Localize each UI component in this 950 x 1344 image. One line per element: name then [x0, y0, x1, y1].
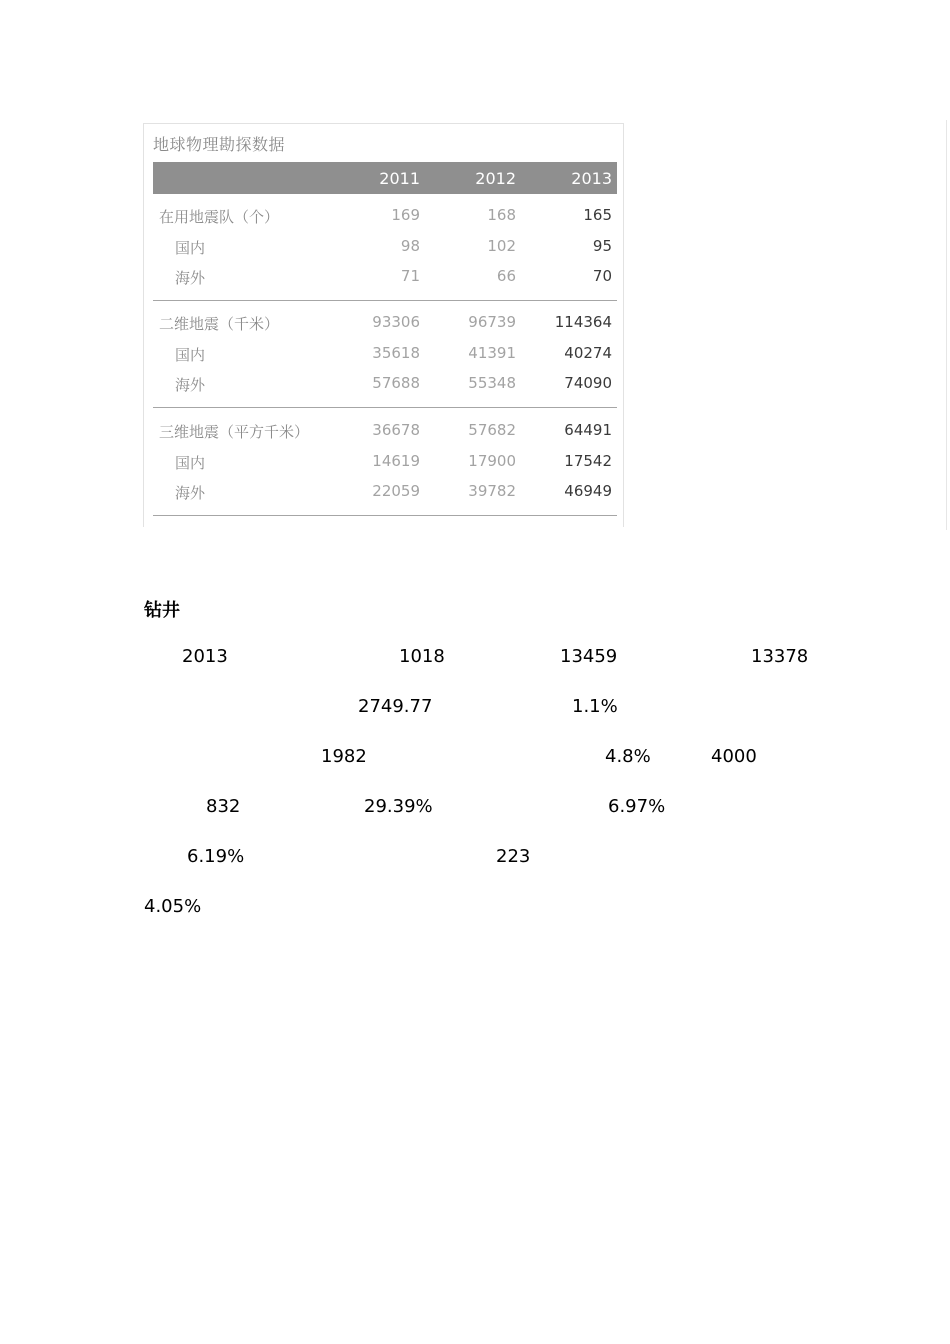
table-row — [153, 421, 617, 445]
cell-2013: 40274 — [564, 344, 612, 362]
table-group-2d-seismic — [153, 313, 617, 408]
drilling-number: 29.39% — [364, 796, 433, 817]
column-header-2011: 2011 — [379, 169, 420, 188]
table-row — [153, 482, 617, 506]
geophysical-data-table — [143, 123, 624, 527]
row-label: 三维地震（平方千米） — [159, 423, 310, 441]
row-label: 海外 — [175, 376, 206, 394]
drilling-number: 4.05% — [144, 896, 202, 917]
drilling-number: 832 — [206, 796, 241, 817]
cell-2012: 55348 — [468, 374, 516, 392]
table-row — [153, 237, 617, 261]
drilling-number: 13378 — [751, 646, 809, 667]
cell-2011: 71 — [400, 267, 420, 285]
cell-2011: 169 — [391, 206, 420, 224]
cell-2013: 114364 — [554, 313, 612, 331]
table-row — [153, 313, 617, 337]
table-row — [153, 374, 617, 398]
cell-2012: 66 — [496, 267, 516, 285]
drilling-number: 223 — [496, 846, 531, 867]
table-group-seismic-crews — [153, 206, 617, 301]
drilling-number: 2013 — [182, 646, 228, 667]
cell-2013: 95 — [592, 237, 612, 255]
drilling-number: 6.19% — [187, 846, 245, 867]
cell-2013: 70 — [592, 267, 612, 285]
table-row — [153, 344, 617, 368]
row-label: 国内 — [175, 346, 206, 364]
drilling-number: 2749.77 — [358, 696, 433, 717]
cell-2013: 17542 — [564, 452, 612, 470]
cell-2011: 57688 — [372, 374, 420, 392]
row-label: 海外 — [175, 269, 206, 287]
cell-2012: 17900 — [468, 452, 516, 470]
cell-2013: 64491 — [564, 421, 612, 439]
table-title: 地球物理勘探数据 — [153, 135, 286, 154]
drilling-number: 4.8% — [605, 746, 651, 767]
section-heading-drilling: 钻井 — [144, 600, 180, 621]
page-edge-line — [946, 120, 947, 530]
drilling-number: 4000 — [711, 746, 757, 767]
row-label: 在用地震队（个） — [159, 208, 280, 226]
drilling-number: 13459 — [560, 646, 618, 667]
table-header-row — [153, 162, 617, 194]
row-label: 二维地震（千米） — [159, 315, 280, 333]
cell-2013: 165 — [583, 206, 612, 224]
cell-2011: 98 — [400, 237, 420, 255]
table-row — [153, 206, 617, 230]
cell-2011: 36678 — [372, 421, 420, 439]
cell-2012: 41391 — [468, 344, 516, 362]
drilling-number: 1982 — [321, 746, 367, 767]
cell-2011: 35618 — [372, 344, 420, 362]
cell-2011: 22059 — [372, 482, 420, 500]
drilling-number: 1018 — [399, 646, 445, 667]
cell-2012: 39782 — [468, 482, 516, 500]
table-row — [153, 267, 617, 291]
table-row — [153, 452, 617, 476]
column-header-2013: 2013 — [571, 169, 612, 188]
cell-2012: 168 — [487, 206, 516, 224]
cell-2013: 46949 — [564, 482, 612, 500]
cell-2013: 74090 — [564, 374, 612, 392]
row-label: 国内 — [175, 454, 206, 472]
cell-2011: 93306 — [372, 313, 420, 331]
cell-2012: 102 — [487, 237, 516, 255]
table-group-3d-seismic — [153, 421, 617, 516]
cell-2011: 14619 — [372, 452, 420, 470]
column-header-2012: 2012 — [475, 169, 516, 188]
drilling-number: 6.97% — [608, 796, 666, 817]
cell-2012: 57682 — [468, 421, 516, 439]
row-label: 国内 — [175, 239, 206, 257]
drilling-number: 1.1% — [572, 696, 618, 717]
cell-2012: 96739 — [468, 313, 516, 331]
row-label: 海外 — [175, 484, 206, 502]
